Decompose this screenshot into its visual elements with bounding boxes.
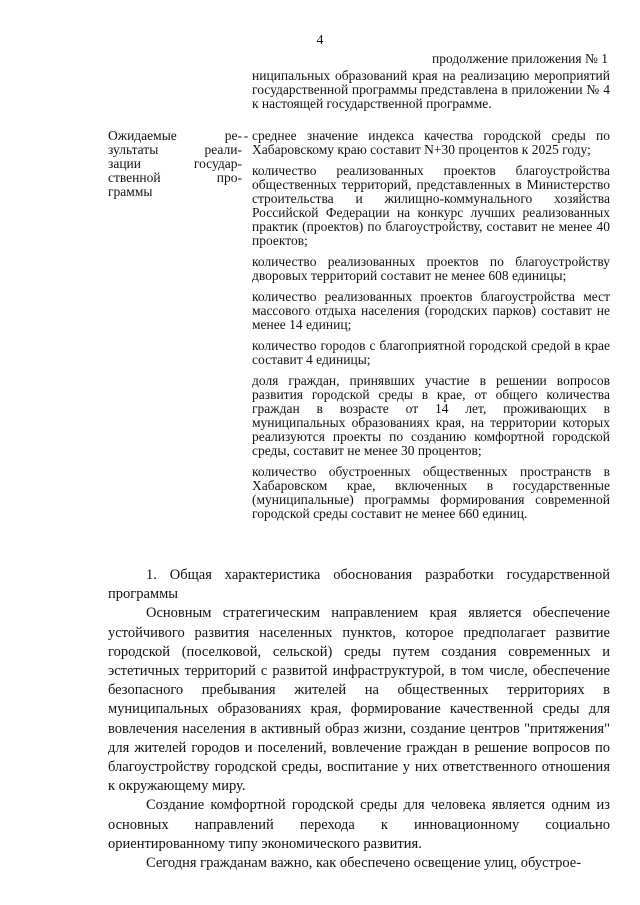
value-cell [242,69,610,111]
table-row-expected-results [108,129,610,521]
row-dash: - [243,128,249,143]
result-item: количество обустроенных общественных пространств в Хабаровском крае, включенных в государственные (муниципальные) программы формирования современной городской среды составит не менее 660 единиц. [252,464,610,521]
row-label-line: зации государ- [108,156,242,171]
section-body [108,566,610,873]
table-row-continued [108,69,610,111]
empty-label-cell [108,69,242,111]
section-heading: 1. Общая характеристика обоснования разработки государственной программы [108,567,610,603]
body-paragraph: Основным стратегическим направлением края является обеспечение устойчивого развития населенных пунктов, которое предполагает развитие городской (поселковой, сельской) среды путем создания современных и эстетичных территорий с развитой инфраструктурой, в том числе, обеспечение безопасного пребывания жителей на общественных территориях в муниципальных образованиях края, формирование качественной среды для вовлечения населения в активный образ жизни, создание центров "притяжения" для жителей городов и поселений, вовлечение граждан в решение вопросов по благоустройству городской среды, воспитание у них ответственного отношения к окружающему миру. [108,605,610,795]
page-number: 4 [316,33,324,48]
body-paragraph: Сегодня гражданам важно, как обеспечено освещение улиц, обустрое- [146,855,582,872]
result-item: количество реализованных проектов благоустройства мест массового отдыха населения (городских парков) составит не менее 14 единиц; [252,289,610,332]
program-passport-table [108,69,610,521]
row-gap [108,111,610,129]
results-list [242,129,610,521]
appendix-continuation-note: продолжение приложения № 1 [431,51,608,66]
result-item: количество городов с благоприятной городской средой в крае составит 4 единицы; [252,338,610,367]
row-label [108,128,249,521]
row-label-line: зультаты реали- [108,142,242,157]
row-label-line: ственной про- [108,170,242,185]
continued-text: ниципальных образований края на реализацию мероприятий государственной программы представлена в приложении № 4 к настоящей государственной программе. [252,68,610,111]
result-item: доля граждан, принявших участие в решении вопросов развития городской среды в крае, от общего количества граждан в возрасте от 14 лет, проживающих в муниципальных образованиях края, на территории которых реализуются проекты по созданию комфортной городской среды, составит не менее 30 процентов; [252,373,610,458]
result-item: количество реализованных проектов благоустройства общественных территорий, представленных в Министерство строительства и жилищно-коммунального хозяйства Российской Федерации на конкурс лучших реализованных практик (проектов) по благоустройству, составит не менее 40 проектов; [252,163,610,248]
row-label-line: Ожидаемые ре- [108,128,242,143]
result-item: среднее значение индекса качества городской среды по Хабаровскому краю составит N+30 процентов к 2025 году; [252,128,610,157]
row-label-line: граммы [108,184,153,199]
result-item: количество реализованных проектов по благоустройству дворовых территорий составит не менее 608 единицы; [252,254,610,283]
body-paragraph: Создание комфортной городской среды для человека является одним из основных направлений перехода к инновационному социально ориентированному типу экономического развития. [108,797,610,852]
